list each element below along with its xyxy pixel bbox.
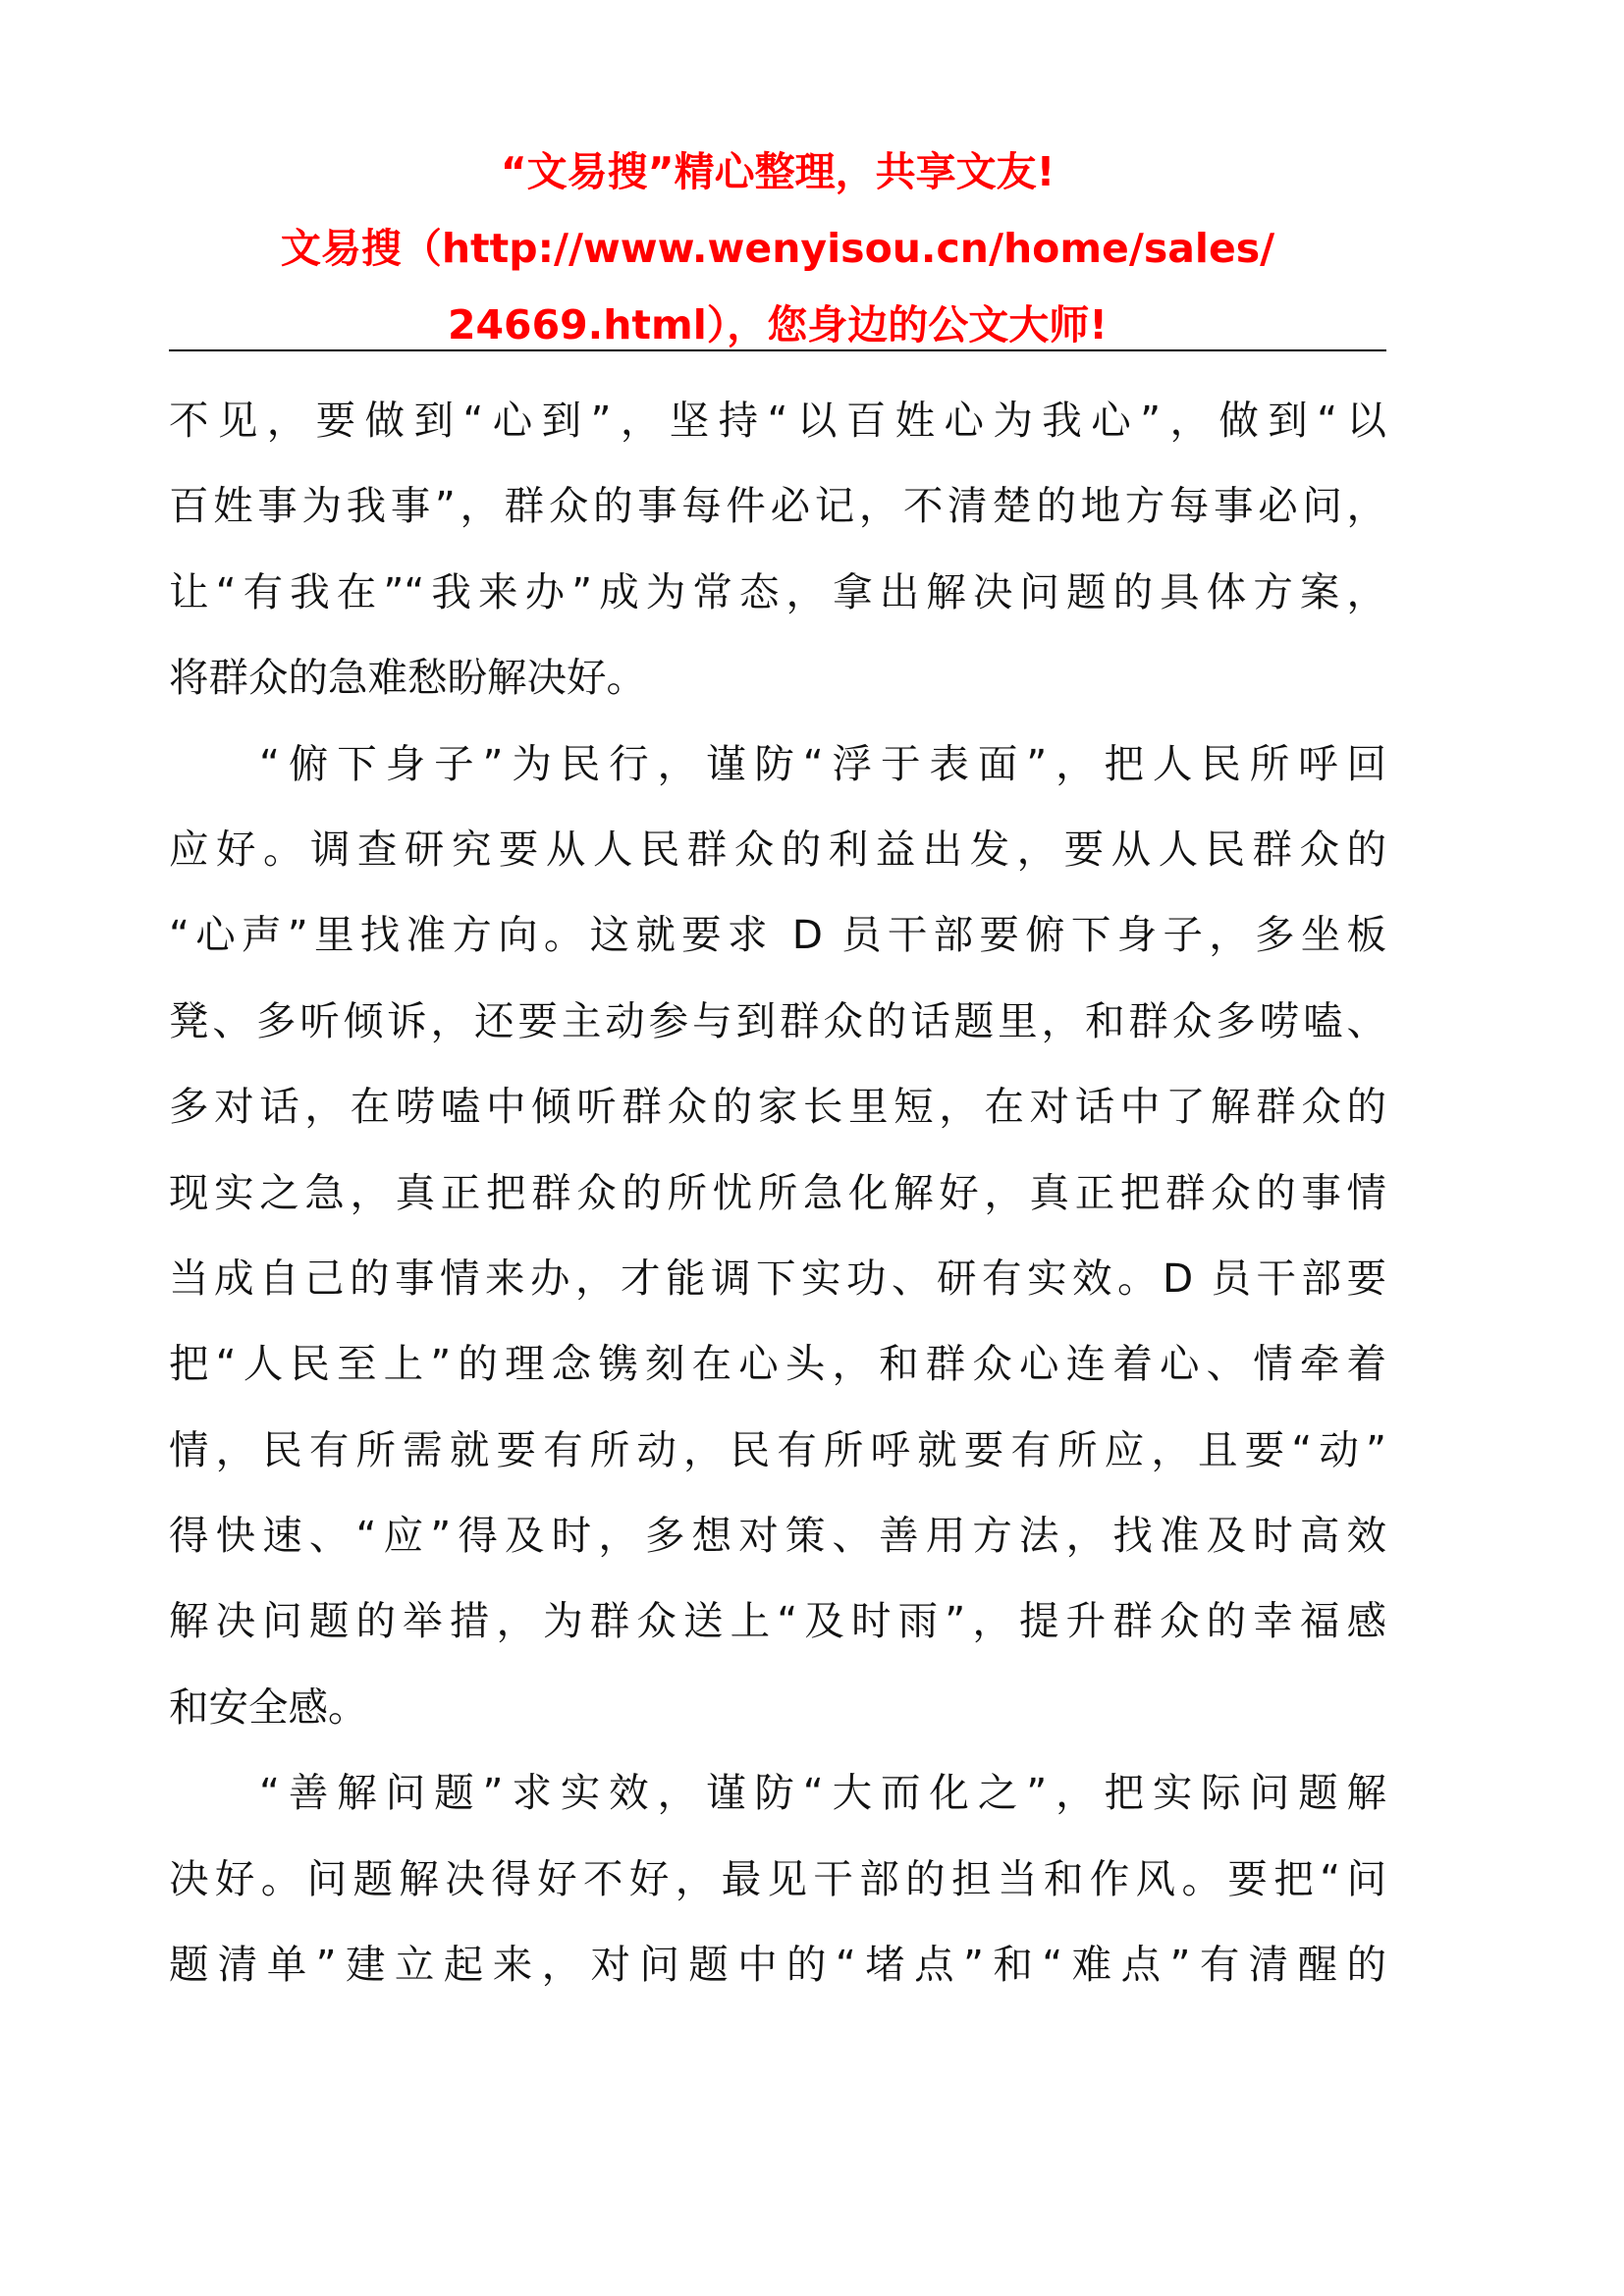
text-line: 得快速、“应”得及时，多想对策、善用方法，找准及时高效 [169,1512,1386,1560]
text-line: 当成自己的事情来办，才能调下实功、研有实效。D 员干部要 [169,1254,1386,1302]
watermark-header [169,133,1386,363]
text-line: 多对话，在唠嗑中倾听群众的家长里短，在对话中了解群众的 [169,1083,1386,1131]
text-line: 题清单”建立起来，对问题中的“堵点”和“难点”有清醒的 [169,1941,1386,1989]
document-body [169,378,1386,2007]
header-divider [169,349,1386,351]
text-line: “俯下身子”为民行，谨防“浮于表面”，把人民所呼回 [259,739,1386,787]
text-line: 不见，要做到“心到”，坚持“以百姓心为我心”，做到“以 [169,397,1386,444]
header-line-3: 24669.html），您身边的公文大师! [448,301,1108,348]
text-line: “善解问题”求实效，谨防“大而化之”，把实际问题解 [259,1769,1386,1817]
text-line: 让“有我在”“我来办”成为常态，拿出解决问题的具体方案， [169,567,1386,615]
paragraph-2 [169,721,1386,1751]
paragraph-1 [169,378,1386,721]
text-line: 凳、多听倾诉，还要主动参与到群众的话题里，和群众多唠嗑、 [169,996,1386,1044]
text-line: 现实之急，真正把群众的所忧所急化解好，真正把群众的事情 [169,1168,1386,1216]
text-line: 情，民有所需就要有所动，民有所呼就要有所应，且要“动” [169,1425,1386,1473]
text-line: 百姓事为我事”，群众的事每件必记，不清楚的地方每事必问， [169,482,1386,530]
header-line-2: 文易搜（http://www.wenyisou.cn/home/sales/ [280,225,1275,272]
text-line: 和安全感。 [169,1682,368,1731]
text-line: “心声”里找准方向。这就要求 D 员干部要俯下身子，多坐板 [169,911,1386,959]
text-line: 把“人民至上”的理念镌刻在心头，和群众心连着心、情牵着 [169,1340,1386,1388]
text-line: 决好。问题解决得好不好，最见干部的担当和作风。要把“问 [169,1854,1386,1902]
text-line: 将群众的急难愁盼解决好。 [169,654,646,702]
paragraph-3 [169,1750,1386,2007]
header-line-1: “文易搜”精心整理，共享文友! [500,148,1056,195]
text-line: 应好。调查研究要从人民群众的利益出发，要从人民群众的 [169,825,1386,873]
text-line: 解决问题的举措，为群众送上“及时雨”，提升群众的幸福感 [169,1597,1386,1645]
